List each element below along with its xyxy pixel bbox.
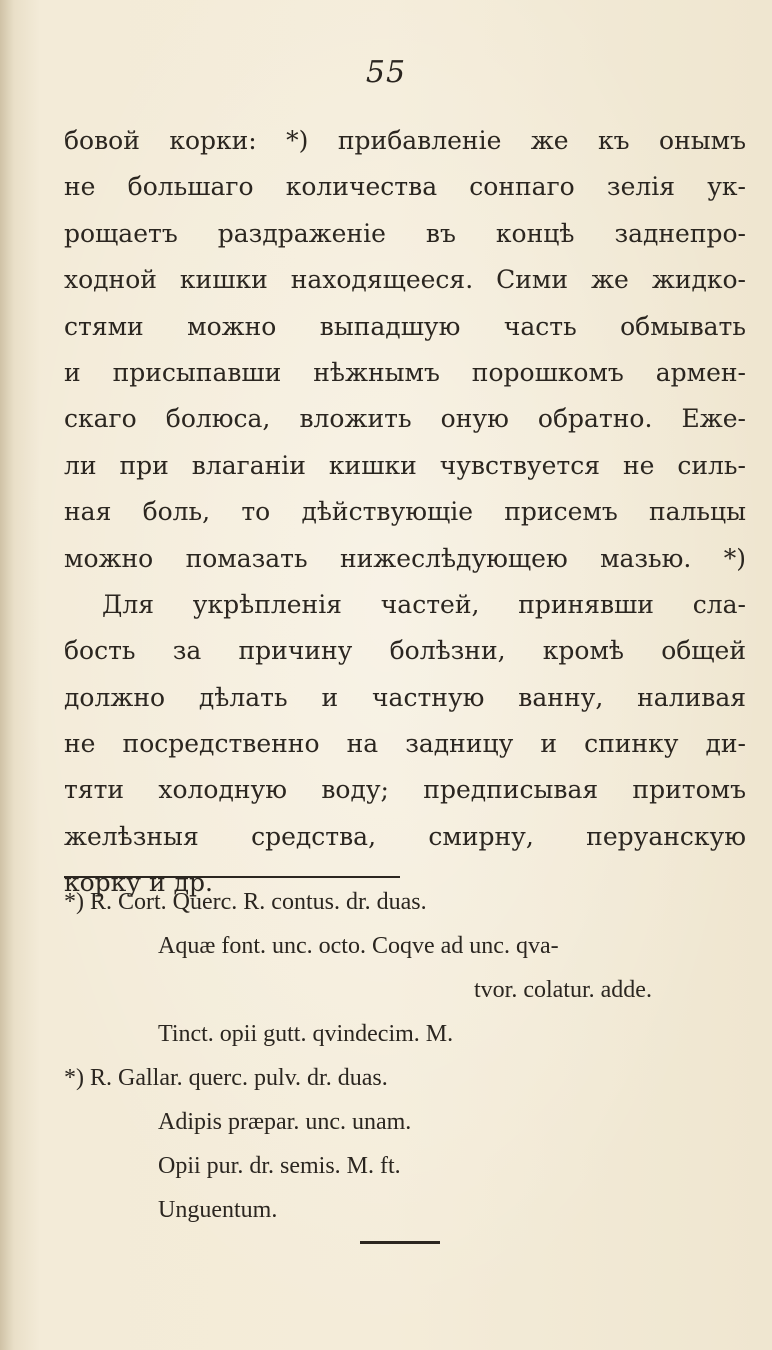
footnote-divider <box>64 876 400 878</box>
text-line: должно дѣлать и частную ванну, наливая <box>64 682 746 712</box>
footnote-line: Unguentum. <box>158 1197 278 1223</box>
text-line: скаго болюса, вложить оную обратно. Еже- <box>64 404 746 434</box>
text-line: бость за причину болѣзни, кромѣ общей <box>64 636 746 666</box>
body-text <box>64 118 746 907</box>
text-line: Для укрѣпленія частей, принявши сла- <box>102 589 746 619</box>
text-line: корку и др. <box>64 868 213 898</box>
text-line: не посредственно на задницу и спинку ди- <box>64 729 746 759</box>
end-divider <box>360 1241 440 1244</box>
text-line: и присыпавши нѣжнымъ порошкомъ армен- <box>64 357 746 387</box>
text-line: бовой корки: *) прибавленіе же къ онымъ <box>64 126 746 155</box>
text-line: ходной кишки находящееся. Сими же жидко- <box>64 265 746 295</box>
text-line: ная боль, то дѣйствующіе присемъ пальцы <box>64 497 746 527</box>
footnote-line: Aquæ font. unc. octo. Coqve ad unc. qva- <box>158 933 559 959</box>
footnote-line: Adipis præpar. unc. unam. <box>158 1109 412 1135</box>
text-line: стями можно выпадшую часть обмывать <box>64 311 746 341</box>
text-line: можно помазать нижеслѣдующею мазью. *) <box>64 543 746 573</box>
text-line: рощаетъ раздраженіе въ концѣ заднепро- <box>64 218 746 248</box>
footnote-line: *) R. Cort. Querc. R. contus. dr. duas. <box>64 889 427 915</box>
page-number: 55 <box>365 55 407 90</box>
footnote-line: Tinct. opii gutt. qvindecim. M. <box>158 1021 454 1047</box>
footnote-line: *) R. Gallar. querc. pulv. dr. duas. <box>64 1065 388 1091</box>
text-line: желѣзныя средства, смирну, перуанскую <box>64 821 746 851</box>
text-line: не большаго количества сонпаго зелія ук- <box>64 172 746 202</box>
footnote-line: Opii pur. dr. semis. M. ft. <box>158 1153 401 1179</box>
text-line: тяти холодную воду; предписывая притомъ <box>64 775 746 805</box>
text-line: ли при влаганіи кишки чувствуется не силь- <box>64 450 746 480</box>
footnote-line: tvor. colatur. adde. <box>474 977 652 1003</box>
